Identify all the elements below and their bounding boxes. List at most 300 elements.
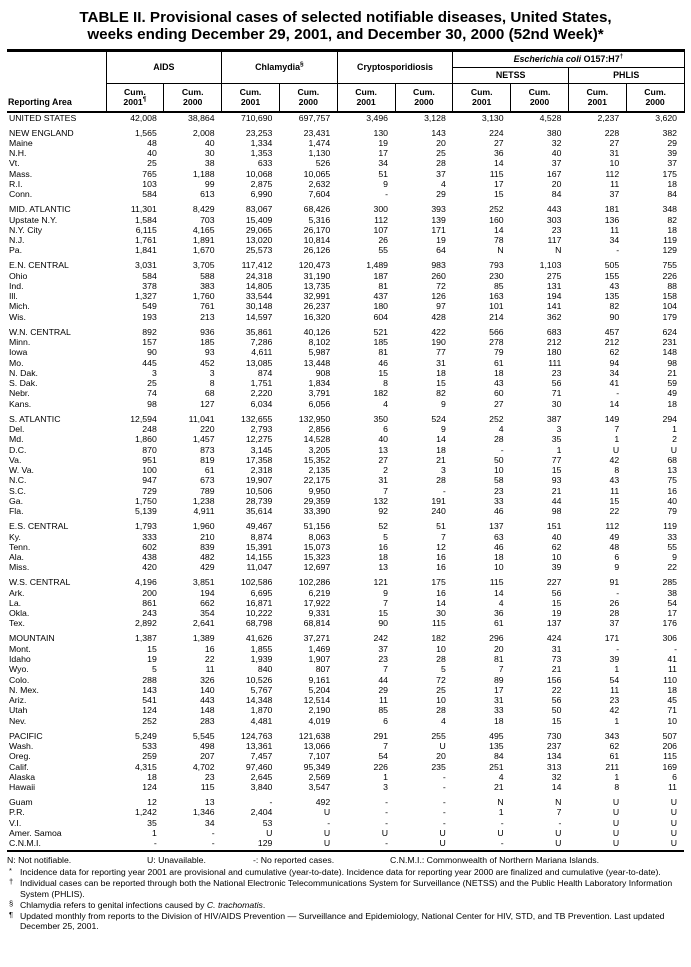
value-cell: 89 <box>493 674 504 685</box>
value-cell: 115 <box>489 168 504 179</box>
value-cell: U <box>626 838 684 851</box>
header-cum-row <box>7 83 684 112</box>
value-cell: 1,353 <box>250 148 273 159</box>
value-cell: 40 <box>551 531 562 542</box>
value-cell: 32 <box>551 771 562 782</box>
value-cell: 15,073 <box>303 541 331 552</box>
value-cell: 176 <box>662 618 678 629</box>
value-cell: 22 <box>551 684 562 695</box>
value-cell: 207 <box>200 751 215 762</box>
value-cell: 387 <box>546 413 562 424</box>
footnote-dagger-symbol: † <box>9 877 14 887</box>
table-row <box>7 424 684 434</box>
value-cell: 2,645 <box>250 771 273 782</box>
value-cell: 180 <box>373 301 388 312</box>
legend-no-reported-cases: -: No reported cases. <box>253 855 335 866</box>
value-cell: 17 <box>493 179 504 190</box>
table-row <box>7 716 684 726</box>
table-row <box>7 409 684 424</box>
value-cell: - <box>327 817 331 828</box>
value-cell: 129 <box>222 838 280 851</box>
value-cell: 149 <box>604 413 620 424</box>
value-cell: 37 <box>667 158 678 169</box>
reporting-area-cell: D.C. <box>9 444 27 455</box>
value-cell: 62 <box>551 541 562 552</box>
value-cell: 624 <box>662 326 678 337</box>
value-cell: 343 <box>604 730 620 741</box>
reporting-area-cell: E.S. CENTRAL <box>9 521 69 532</box>
table-row <box>7 629 684 644</box>
value-cell: 27 <box>493 398 504 409</box>
legend-cnmi: C.N.M.I.: Commonwealth of Northern Mariana Islands. <box>390 855 600 866</box>
reporting-area-cell: Ind. <box>9 280 24 291</box>
value-cell: 49 <box>609 531 620 542</box>
value-cell: 83,067 <box>245 204 273 215</box>
value-cell: 861 <box>142 597 157 608</box>
value-cell: 333 <box>142 531 157 542</box>
value-cell: - <box>442 797 446 807</box>
value-cell: 7,457 <box>250 751 273 762</box>
table-row <box>7 235 684 245</box>
value-cell: 3,128 <box>424 112 446 123</box>
value-cell: 14 <box>493 158 504 169</box>
value-cell: 20 <box>551 179 562 190</box>
table-row <box>7 112 684 123</box>
value-cell: 14 <box>436 597 446 608</box>
value-cell: 35,614 <box>245 506 273 517</box>
value-cell: 49,467 <box>245 521 273 532</box>
value-cell: 437 <box>373 291 388 302</box>
value-cell: 3,496 <box>366 112 388 123</box>
value-cell: 15 <box>147 643 157 654</box>
table-row <box>7 782 684 792</box>
value-cell: 445 <box>142 357 157 368</box>
value-cell: 420 <box>142 562 157 573</box>
value-cell: 21 <box>493 782 504 793</box>
value-cell: 185 <box>373 336 388 347</box>
value-cell: 14 <box>493 587 504 598</box>
value-cell: - <box>385 189 388 200</box>
col-header-chlamydia-cum-2000: Cum. 2000 <box>279 83 337 112</box>
value-cell: 115 <box>489 577 504 588</box>
value-cell: 6 <box>672 771 678 782</box>
value-cell: 95,349 <box>303 761 331 772</box>
value-cell: 167 <box>546 168 562 179</box>
value-cell: 77 <box>551 454 562 465</box>
reporting-area-cell: Wyo. <box>9 664 29 675</box>
value-cell: 79 <box>667 506 678 517</box>
footnote-star <box>7 867 684 878</box>
value-cell: 226 <box>662 270 678 281</box>
value-cell: 33,390 <box>303 506 331 517</box>
value-cell: 429 <box>200 562 215 573</box>
value-cell: 55 <box>378 245 388 256</box>
value-cell: 7 <box>383 485 388 496</box>
value-cell: 306 <box>662 633 678 644</box>
value-cell: 88 <box>667 280 678 291</box>
value-cell: 37 <box>609 618 620 629</box>
footnote-dagger <box>7 878 684 900</box>
value-cell: - <box>442 817 446 828</box>
value-cell: N <box>555 245 562 256</box>
value-cell: 1,188 <box>192 168 215 179</box>
table-row <box>7 664 684 674</box>
value-cell: 93 <box>551 475 562 486</box>
value-cell: 237 <box>546 740 562 751</box>
value-cell: 46 <box>378 357 388 368</box>
value-cell: 235 <box>431 761 446 772</box>
table-row <box>7 792 684 807</box>
value-cell: U <box>279 838 337 851</box>
value-cell: 243 <box>142 608 157 619</box>
value-cell: 452 <box>200 357 215 368</box>
value-cell: 27 <box>378 454 388 465</box>
table-row <box>7 368 684 378</box>
value-cell: 52 <box>378 521 388 532</box>
value-cell: 31 <box>378 475 388 486</box>
table-row <box>7 751 684 761</box>
value-cell: 194 <box>546 291 562 302</box>
value-cell: 30 <box>551 398 562 409</box>
value-cell: 163 <box>489 291 504 302</box>
table-row <box>7 726 684 741</box>
value-cell: 755 <box>662 260 678 271</box>
value-cell: 10 <box>436 695 446 706</box>
value-cell: 15,409 <box>245 214 273 225</box>
col-header-netss-cum-2000: Cum. 2000 <box>511 83 569 112</box>
table-row <box>7 741 684 751</box>
value-cell: 1 <box>151 827 157 838</box>
value-cell: 6 <box>383 715 388 726</box>
value-cell: 313 <box>546 761 562 772</box>
value-cell: 18 <box>667 398 678 409</box>
value-cell: 5,987 <box>308 347 331 358</box>
value-cell: 7,286 <box>250 336 273 347</box>
value-cell: 4 <box>383 398 388 409</box>
value-cell: 40 <box>378 434 388 445</box>
table-row <box>7 705 684 715</box>
reporting-area-cell: Oreg. <box>9 751 31 762</box>
value-cell: 115 <box>663 751 678 762</box>
value-cell: 2,632 <box>308 179 331 190</box>
value-cell: U <box>612 827 620 838</box>
value-cell: 35 <box>147 817 157 828</box>
value-cell: 729 <box>142 485 157 496</box>
value-cell: 41,626 <box>245 633 273 644</box>
value-cell: 193 <box>142 311 157 322</box>
value-cell: 42 <box>609 454 620 465</box>
table-header <box>7 50 684 112</box>
value-cell: 93 <box>204 347 215 358</box>
value-cell: 50 <box>551 705 562 716</box>
value-cell: 53 <box>262 817 273 828</box>
value-cell: 602 <box>142 541 157 552</box>
value-cell: 112 <box>374 214 388 225</box>
value-cell: - <box>453 838 511 851</box>
col-header-chlamydia-cum-2001: Cum. 2001 <box>222 83 280 112</box>
value-cell: 10,065 <box>303 168 331 179</box>
reporting-area-cell: Mo. <box>9 357 24 368</box>
value-cell: 9 <box>672 552 678 563</box>
value-cell: 36 <box>493 608 504 619</box>
value-cell: 13,735 <box>303 280 331 291</box>
value-cell: 291 <box>373 730 388 741</box>
value-cell: 662 <box>200 597 215 608</box>
value-cell: U <box>323 807 331 818</box>
value-cell: 15 <box>609 496 620 507</box>
reporting-area-cell: N.H. <box>9 148 27 159</box>
value-cell: 18 <box>493 715 504 726</box>
value-cell: 3 <box>209 367 215 378</box>
value-cell: 10 <box>667 715 678 726</box>
value-cell: U <box>670 797 678 807</box>
value-cell: 151 <box>546 521 562 532</box>
value-cell: 23,253 <box>245 127 273 138</box>
value-cell: 16,320 <box>303 311 331 322</box>
value-cell: 2,318 <box>250 465 273 476</box>
value-cell: 112 <box>605 521 620 532</box>
value-cell: 31,190 <box>303 270 331 281</box>
value-cell: - <box>616 643 620 654</box>
table-row <box>7 245 684 255</box>
reporting-area-cell: E.N. CENTRAL <box>9 260 69 271</box>
value-cell: 126 <box>431 291 446 302</box>
value-cell: 18 <box>147 771 157 782</box>
value-cell: 62 <box>609 740 620 751</box>
value-cell: 191 <box>431 496 446 507</box>
value-cell: 11 <box>610 179 620 190</box>
value-cell: 303 <box>546 214 562 225</box>
value-cell: 819 <box>200 454 215 465</box>
value-cell: 4,702 <box>192 761 215 772</box>
value-cell: 18 <box>436 444 446 455</box>
value-cell: 180 <box>546 347 562 358</box>
value-cell: 17 <box>378 148 388 159</box>
reporting-area-cell: Nebr. <box>9 388 30 399</box>
value-cell: 908 <box>315 367 331 378</box>
table-row <box>7 695 684 705</box>
value-cell: 124 <box>142 705 157 716</box>
value-cell: 29,359 <box>303 496 331 507</box>
value-cell: 703 <box>200 214 215 225</box>
value-cell: 155 <box>604 270 620 281</box>
value-cell: 13,066 <box>303 740 331 751</box>
value-cell: U <box>555 827 562 838</box>
value-cell: 13,085 <box>245 357 273 368</box>
value-cell: 68 <box>204 388 215 399</box>
value-cell: 90 <box>147 347 157 358</box>
table-row <box>7 588 684 598</box>
footnote-section-post: . <box>262 899 266 910</box>
table-row <box>7 517 684 532</box>
value-cell: 81 <box>378 280 388 291</box>
value-cell: 8,063 <box>308 531 331 542</box>
value-cell: 1 <box>614 664 620 675</box>
value-cell: 710,690 <box>240 112 273 123</box>
value-cell: 983 <box>431 260 446 271</box>
value-cell: U <box>266 827 273 838</box>
value-cell: 44 <box>551 496 562 507</box>
value-cell: 526 <box>315 158 331 169</box>
value-cell: 380 <box>546 127 562 138</box>
table-row <box>7 138 684 148</box>
table-row <box>7 123 684 138</box>
table-row <box>7 542 684 552</box>
reporting-area-cell: Amer. Samoa <box>9 827 62 838</box>
value-cell: 549 <box>142 301 157 312</box>
value-cell: U <box>670 827 678 838</box>
table-row <box>7 562 684 572</box>
table-title-line1: TABLE II. Provisional cases of selected notifiable diseases, United States, <box>79 9 612 26</box>
value-cell: 443 <box>200 695 215 706</box>
value-cell: 132,950 <box>298 413 331 424</box>
value-cell: 16 <box>378 541 388 552</box>
value-cell: U <box>497 827 504 838</box>
value-cell: 212 <box>546 336 562 347</box>
value-cell: - <box>106 838 164 851</box>
value-cell: N <box>497 797 504 807</box>
value-cell: 12 <box>436 541 446 552</box>
value-cell: 28 <box>436 158 446 169</box>
table-row <box>7 675 684 685</box>
value-cell: 438 <box>142 552 157 563</box>
col-group-aids <box>106 50 222 83</box>
value-cell: 285 <box>662 577 678 588</box>
value-cell: 492 <box>315 797 331 807</box>
aids-label: AIDS <box>153 62 175 73</box>
value-cell: 110 <box>663 674 678 685</box>
value-cell: 68,814 <box>303 618 331 629</box>
value-cell: 4,196 <box>135 577 157 588</box>
value-cell: 936 <box>200 326 215 337</box>
value-cell: 91 <box>609 577 620 588</box>
value-cell: 19 <box>436 235 446 246</box>
table-footer <box>7 855 684 932</box>
value-cell: 1,834 <box>308 378 331 389</box>
table-row <box>7 301 684 311</box>
reporting-area-cell: UNITED STATES <box>9 112 77 123</box>
value-cell: 14,348 <box>245 695 273 706</box>
value-cell: 604 <box>373 311 388 322</box>
table-row <box>7 200 684 215</box>
value-cell: 119 <box>663 235 678 246</box>
value-cell: 2,190 <box>308 705 331 716</box>
value-cell: 255 <box>431 730 446 741</box>
value-cell: 633 <box>257 158 273 169</box>
value-cell: U <box>612 444 620 455</box>
table-row <box>7 189 684 199</box>
value-cell: 613 <box>200 189 215 200</box>
value-cell: 23,431 <box>303 127 331 138</box>
value-cell: 6,056 <box>308 398 331 409</box>
value-cell: 9,331 <box>308 608 331 619</box>
value-cell: 1,907 <box>308 653 331 664</box>
value-cell: 2,892 <box>135 618 157 629</box>
value-cell: 16,871 <box>245 597 273 608</box>
reporting-area-cell: Ill. <box>9 291 18 302</box>
reporting-area-cell: Ga. <box>9 496 24 507</box>
value-cell: 3,031 <box>135 260 157 271</box>
value-cell: 18 <box>378 552 388 563</box>
value-cell: 34 <box>609 235 620 246</box>
value-cell: 36 <box>493 148 504 159</box>
reporting-area-cell: W.N. CENTRAL <box>9 326 71 337</box>
value-cell: 19 <box>378 137 388 148</box>
value-cell: 5 <box>151 664 157 675</box>
value-cell: 22 <box>667 562 678 573</box>
table-row <box>7 807 684 817</box>
table-row <box>7 598 684 608</box>
table-row <box>7 158 684 168</box>
value-cell: 3,130 <box>481 112 504 123</box>
value-cell: 382 <box>662 127 678 138</box>
value-cell: 31 <box>551 643 562 654</box>
value-cell: 15 <box>378 608 388 619</box>
value-cell: 13,448 <box>303 357 331 368</box>
reporting-area-cell: S. ATLANTIC <box>9 413 61 424</box>
value-cell: 102,286 <box>298 577 331 588</box>
col-header-crypto-cum-2000: Cum. 2000 <box>395 83 453 112</box>
legend-not-notifiable: N: Not notifiable. <box>7 855 72 866</box>
reporting-area-cell: Alaska <box>9 771 36 782</box>
footnotes <box>7 867 684 932</box>
value-cell: 807 <box>315 664 331 675</box>
value-cell: 56 <box>551 378 562 389</box>
value-cell: 131 <box>546 280 562 291</box>
value-cell: 11 <box>610 485 620 496</box>
value-cell: 5 <box>383 531 388 542</box>
value-cell: - <box>211 827 215 838</box>
value-cell: 206 <box>662 740 678 751</box>
value-cell: 213 <box>200 311 215 322</box>
value-cell: 1,238 <box>192 496 215 507</box>
value-cell: 12,514 <box>303 695 331 706</box>
table-row <box>7 215 684 225</box>
value-cell: 697,757 <box>298 112 331 123</box>
reporting-area-cell: Vt. <box>9 158 20 169</box>
value-cell: 6,990 <box>250 189 273 200</box>
value-cell: 566 <box>489 326 504 337</box>
value-cell: 23 <box>378 653 388 664</box>
value-cell: 260 <box>431 270 446 281</box>
value-cell: 30,148 <box>245 301 273 312</box>
value-cell: 121,638 <box>298 730 331 741</box>
value-cell: 240 <box>431 506 446 517</box>
value-cell: 132 <box>373 496 388 507</box>
value-cell: 23 <box>609 695 620 706</box>
value-cell: 2,220 <box>250 388 273 399</box>
value-cell: 15 <box>551 597 562 608</box>
table-row <box>7 322 684 337</box>
value-cell: 187 <box>373 270 388 281</box>
table-row <box>7 388 684 398</box>
table-body <box>7 112 684 852</box>
value-cell: 10 <box>436 643 446 654</box>
value-cell: 31 <box>436 357 446 368</box>
table-row <box>7 496 684 506</box>
value-cell: 101 <box>489 301 504 312</box>
value-cell: 10,814 <box>303 235 331 246</box>
table-row <box>7 654 684 664</box>
value-cell: 32,991 <box>303 291 331 302</box>
value-cell: 103 <box>142 179 157 190</box>
value-cell: 135 <box>489 740 504 751</box>
reporting-area-cell: Upstate N.Y. <box>9 214 58 225</box>
value-cell: 1,474 <box>308 137 331 148</box>
value-cell: - <box>500 817 504 828</box>
reporting-area-cell: Wis. <box>9 311 26 322</box>
value-cell: 68 <box>667 454 678 465</box>
